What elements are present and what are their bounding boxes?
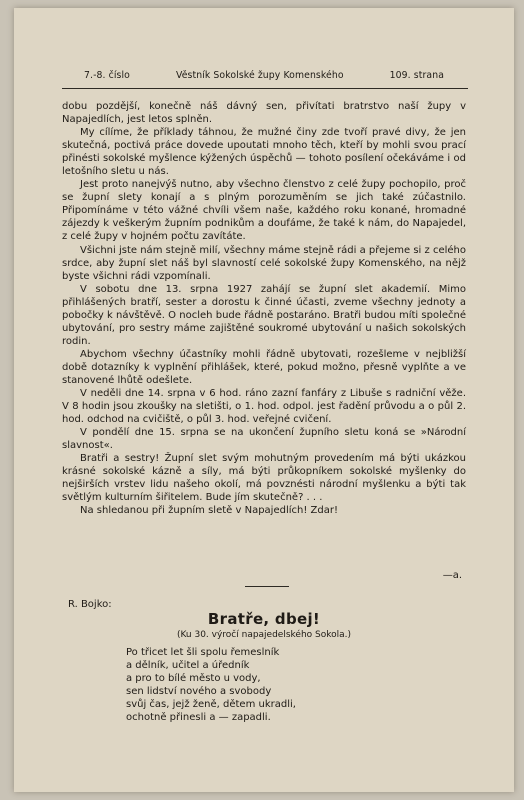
page bbox=[14, 8, 514, 792]
issue-number: 7.-8. číslo bbox=[84, 70, 130, 81]
poem-line: svůj čas, jejž ženě, dětem ukradli, bbox=[126, 699, 296, 710]
poem-author: R. Bojko: bbox=[68, 599, 112, 610]
page-header bbox=[84, 70, 444, 81]
poem-line: a dělník, učitel a úředník bbox=[126, 660, 250, 671]
poem-body bbox=[126, 646, 296, 724]
poem-line: Po třicet let šli spolu řemeslník bbox=[126, 647, 280, 658]
journal-title: Věstník Sokolské župy Komenského bbox=[175, 70, 344, 81]
poem-line: sen lidství nového a svobody bbox=[126, 686, 272, 697]
article-paragraph: Bratři a sestry! Župní slet svým mohutným provedením má býti ukázkou krásné sokolské kázně a síly, má býti průkopníkem sokolské myšlenky do nejširších vrstev lidu našeho okolí, má povznésti národní myšlenku a býti tak světlým kulturním šiřitelem. Bude jím skutečně? . . . bbox=[62, 453, 466, 504]
article-paragraph: V pondělí dne 15. srpna se na ukončení župního sletu koná se »Národní slavnost«. bbox=[62, 427, 466, 452]
poem-line: ochotně přinesli a — zapadli. bbox=[126, 712, 271, 723]
article-paragraph: My cílíme, že příklady táhnou, že mužné činy zde tvoří pravé divy, že jen skutečná, poctivá práce dovede upoutati mnoho těch, kteří by mohli svou prací přinésti sokolské myšlence kýžených úspěchů — tohoto posílení očekáváme i od letošního sletu u nás. bbox=[62, 127, 466, 178]
poem-subtitle: (Ku 30. výročí napajedelského Sokola.) bbox=[176, 630, 352, 640]
article-paragraph: V sobotu dne 13. srpna 1927 zahájí se župní slet akademií. Mimo přihlášených bratří, sester a dorostu k činné účasti, zveme všechny jednoty a pobočky k návštěvě. O nocleh bude řádně postaráno. Bratři budou míti společné ubytování, pro sestry máme zajištěné soukromé ubytování u našich sokolských rodin. bbox=[62, 283, 466, 347]
article-paragraph: Všichni jste nám stejně milí, všechny máme stejně rádi a přejeme si z celého srdce, aby župní slet náš byl slavností celé sokolské župy Komenského, na nějž byste všichni rádi vzpomínali. bbox=[62, 244, 466, 282]
poem-line: a pro to bílé město u vody, bbox=[126, 673, 261, 684]
article-paragraph: Abychom všechny účastníky mohli řádně ubytovati, rozešleme v nejbližší době dotazníky k vyplnění přihlášek, které, pokud možno, přesně vyplňte a ve stanovené lhůtě odešlete. bbox=[62, 348, 466, 386]
article-paragraph: dobu pozdější, konečně náš dávný sen, přivítati bratrstvo naší župy v Napajedlích, jest letos splněn. bbox=[62, 101, 466, 126]
article-paragraph: Jest proto nanejvýš nutno, aby všechno členstvo z celé župy pochopilo, proč se župní slety konají a s plným porozuměním se jich také zúčastnilo. Připomínáme v této vážné chvíli všem naše, každého roku konané, hromadné zájezdy k veškerým župním podnikům a doufáme, že také k nám, do Napajedel, z celé župy v hojném počtu zavítáte. bbox=[62, 179, 466, 243]
page-number: 109. strana bbox=[389, 70, 444, 81]
poem-title: Bratře, dbej! bbox=[207, 610, 321, 628]
article-signature: —a. bbox=[442, 570, 462, 581]
article-body bbox=[62, 100, 466, 518]
article-paragraph: Na shledanou při župním sletě v Napajedlích! Zdar! bbox=[80, 505, 338, 517]
header-rule bbox=[62, 88, 468, 89]
article-paragraph: V neděli dne 14. srpna v 6 hod. ráno zazní fanfáry z Libuše s radniční věže. V 8 hodin jsou zkoušky na sletišti, o 1. hod. odpol. jest řadění průvodu a o půl 2. hod. odchod na cvičiště, o půl 3. hod. veřejné cvičení. bbox=[62, 388, 466, 426]
section-divider bbox=[245, 586, 289, 587]
